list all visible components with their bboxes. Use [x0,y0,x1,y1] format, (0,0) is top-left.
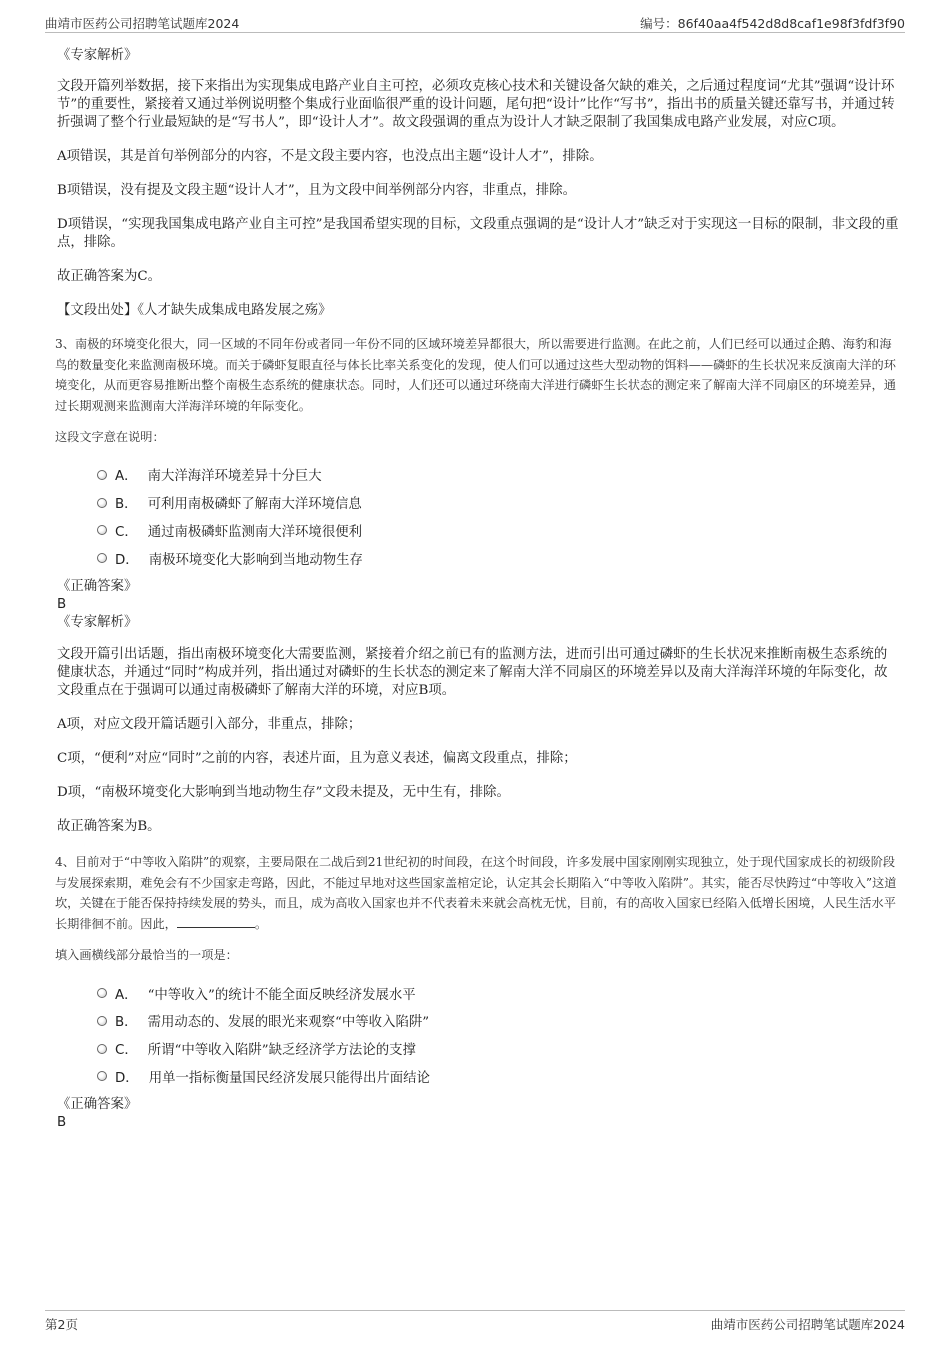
option-letter: D． [115,552,139,568]
option-a[interactable] [97,979,900,1007]
analysis-paragraph: A项错误，其是首句举例部分的内容，不是文段主要内容，也没点出主题“设计人才”，排除。 [57,149,603,164]
option-letter: A． [115,469,138,485]
option-c[interactable] [97,517,900,545]
correct-answer-label: 《正确答案》 [57,1097,138,1113]
source-citation: 【文段出处】《人才缺失成集成电路发展之殇》 [57,303,332,318]
option-d[interactable] [97,1063,900,1091]
analysis-conclusion: 故正确答案为B。 [57,819,161,835]
option-text: 用单一指标衡量国民经济发展只能得出片面结论 [148,1070,430,1086]
page-content [55,46,900,1132]
header-code: 编号：86f40aa4f542d8d8caf1e98f3fdf3f90 [640,16,905,31]
option-text: 所谓“中等收入陷阱”缺乏经济学方法论的支撑 [147,1043,416,1059]
question-4-options [97,979,900,1090]
option-b[interactable] [97,1007,900,1035]
question-4-prompt: 填入画横线部分最恰当的一项是： [55,948,238,963]
correct-answer: B [57,1115,67,1131]
option-text: “中等收入”的统计不能全面反映经济发展水平 [147,987,416,1003]
radio-icon[interactable] [97,498,107,508]
option-c[interactable] [97,1035,900,1063]
fill-blank [177,915,255,928]
radio-icon[interactable] [97,470,107,480]
correct-answer-label: 《正确答案》 [57,579,138,595]
analysis-paragraph: D项错误，“实现我国集成电路产业自主可控”是我国希望实现的目标，文段重点强调的是“设计人才”缺乏对于实现这一目标的限制，非文段的重点，排除。 [57,217,899,250]
radio-icon[interactable] [97,1044,107,1054]
option-text: 南大洋海洋环境差异十分巨大 [147,469,322,485]
header-title: 曲靖市医药公司招聘笔试题库2024 [45,16,240,31]
option-text: 通过南极磷虾监测南大洋环境很便利 [147,524,362,540]
analysis-paragraph: C项，“便利”对应“同时”之前的内容，表述片面，且为意义表述，偏离文段重点，排除； [57,751,577,767]
footer-title: 曲靖市医药公司招聘笔试题库2024 [710,1317,905,1332]
analysis-paragraph: B项错误，没有提及文段主题“设计人才”，且为文段中间举例部分内容，非重点，排除。 [57,183,576,198]
page-footer [45,1310,905,1334]
option-b[interactable] [97,489,900,517]
question-4-end: 。 [254,916,268,931]
question-4-body: 4、目前对于“中等收入陷阱”的观察，主要局限在二战后到21世纪初的时间段，在这个时间段，许多发展中国家刚刚实现独立，处于现代国家成长的初级阶段与发展探索期，难免会有不少国家走弯路，因此，不能过早地对这些国家盖棺定论，认定其会长期陷入“中等收入陷阱”。其实，能否尽快跨过“中等收入”这道坎，关键在于能否保持持续发展的势头，而且，成为高收入国家也并不代表着未来就会高枕无忧，目前，有的高收入国家已经陷入低增长困境，人民生活水平长期徘徊不前。因此， [55,855,897,931]
option-letter: B． [115,497,138,513]
option-d[interactable] [97,544,900,572]
analysis-paragraph: 文段开篇列举数据，接下来指出为实现集成电路产业自主可控，必须攻克核心技术和关键设备欠缺的难关，之后通过程度词“尤其”强调“设计环节”的重要性，紧接着又通过举例说明整个集成行业面临很严重的设计问题，尾句把“设计”比作“写书”，指出书的质量关键还靠写书，并通过转折强调了整个行业最短缺的是“写书人”，即“设计人才”。故文段强调的重点为设计人才缺乏限制了我国集成电路产业发展，对应C项。 [57,79,895,130]
analysis-conclusion: 故正确答案为C。 [57,269,161,284]
option-letter: C． [115,524,138,540]
analysis-label: 《专家解析》 [57,48,138,63]
analysis-label: 《专家解析》 [57,615,138,631]
option-letter: B． [115,1015,138,1031]
question-3-text: 3、南极的环境变化很大，同一区域的不同年份或者同一年份不同的区域环境差异都很大，所以需要进行监测。在此之前，人们已经可以通过企鹅、海豹和海鸟的数量变化来监测南极环境。而关于磷虾复眼直径与体长比率关系变化的发现，使人们可以通过这些大型动物的饵料——磷虾的生长状况来反演南大洋的环境变化，从而更容易推断出整个南极生态系统的健康状态。同时，人们还可以通过环绕南大洋进行磷虾生长状态的测定来了解南大洋不同扇区的环境差异，通过长期观测来监测南大洋海洋环境的年际变化。 [55,337,896,413]
option-letter: A． [115,987,138,1003]
radio-icon[interactable] [97,1071,107,1081]
correct-answer: B [57,597,67,613]
option-text: 南极环境变化大影响到当地动物生存 [148,552,363,568]
question-3-prompt: 这段文字意在说明： [55,430,165,444]
radio-icon[interactable] [97,525,107,535]
option-letter: D． [115,1070,139,1086]
option-a[interactable] [97,461,900,489]
radio-icon[interactable] [97,1016,107,1026]
question-4-text [55,852,900,934]
option-letter: C． [115,1043,138,1059]
analysis-paragraph: A项，对应文段开篇话题引入部分，非重点，排除； [57,717,362,733]
question-3-options [97,461,900,572]
page-number: 第2页 [45,1317,78,1332]
radio-icon[interactable] [97,988,107,998]
analysis-paragraph: D项，“南极环境变化大影响到当地动物生存”文段未提及，无中生有，排除。 [57,785,510,801]
page-header [45,14,905,33]
option-text: 需用动态的、发展的眼光来观察“中等收入陷阱” [147,1015,430,1031]
radio-icon[interactable] [97,553,107,563]
analysis-paragraph: 文段开篇引出话题，指出南极环境变化大需要监测，紧接着介绍之前已有的监测方法，进而引出可通过磷虾的生长状况来推断南极生态系统的健康状态，并通过“同时”构成并列，指出通过对磷虾的生长状态的测定来了解南大洋不同扇区的环境差异以及南大洋海洋环境的年际变化，故文段重点在于强调可以通过南极磷虾了解南大洋的环境，对应B项。 [57,647,888,699]
option-text: 可利用南极磷虾了解南大洋环境信息 [147,497,362,513]
